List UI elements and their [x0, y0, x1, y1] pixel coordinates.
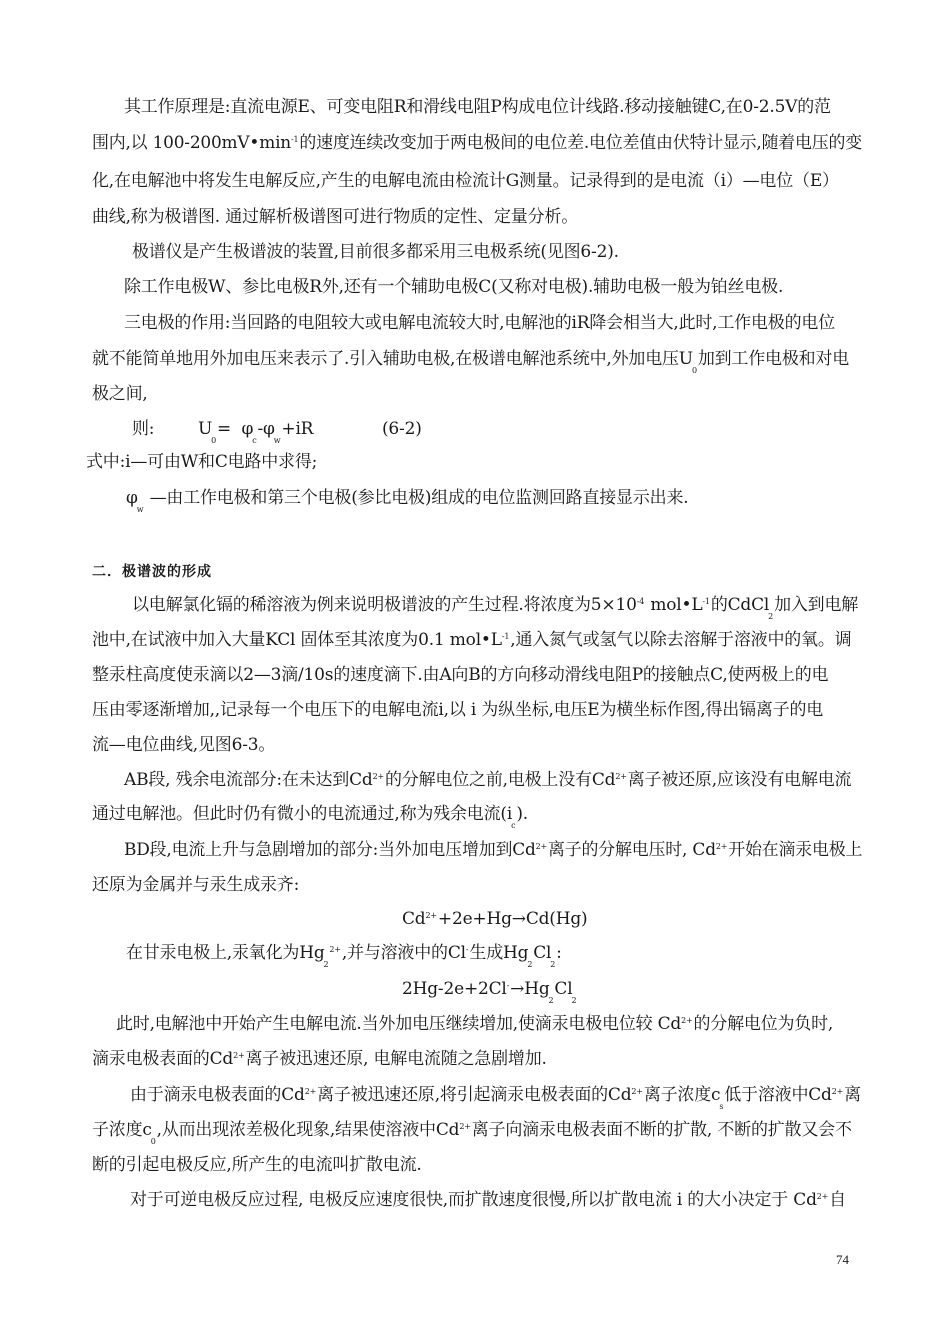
text-line: 整汞柱高度使汞滴以2—3滴/10s的速度滴下.由A向B的方向移动滑线电阻P的接触点C,使两极上的电 — [92, 665, 829, 685]
text-line: 还原为金属并与汞生成汞齐: — [92, 875, 300, 895]
text-line: 化,在电解池中将发生电解反应,产生的电解电流由检流计G测量。记录得到的是电流（i）—电位（E） — [92, 171, 839, 191]
text-line: 压由零逐渐增加,,记录每一个电压下的电解电流i,以 i 为纵坐标,电压E为横坐标作图,得出镉离子的电 — [92, 700, 824, 720]
page-number: 74 — [836, 1252, 849, 1267]
text-line: 三电极的作用:当回路的电阻较大或电解电流较大时,电解池的iR降会相当大,此时,工作电极的电位 — [124, 313, 835, 333]
text-line: 由于滴汞电极表面的$Cd^{2+}$离子被迅速还原,将引起滴汞电极表面的$Cd^{2+}$离子浓度$c_s$低于溶液中$Cd^{2+}$离 — [130, 1085, 861, 1111]
text-line: 滴汞电极表面的$Cd^{2+}$离子被迅速还原, 电解电流随之急剧增加. — [92, 1049, 547, 1069]
text-line: 围内,以 $100-200mV•\min^{-1}$的速度连续改变加于两电极间的电位差.电位差值由伏特计显示,随着电压的变 — [92, 133, 862, 153]
text-line: 流—电位曲线,见图6-3。 — [92, 735, 276, 755]
text-line: 以电解氯化镉的稀溶液为例来说明极谱波的产生过程.将浓度为$5\times 10^{-4}$ $mol•L^{-1}$的CdCl$_2$加入到电解 — [132, 595, 859, 621]
text-line: 就不能简单地用外加电压来表示了.引入辅助电极,在极谱电解池系统中,外加电压$U_0$加到工作电极和对电 — [92, 349, 850, 375]
text-line: $\varphi_w$ —由工作电极和第三个电极(参比电极)组成的电位监测回路直接显示出来. — [126, 488, 689, 514]
text-line: 池中,在试液中加入大量KCl 固体至其浓度为0.1 $mol•L^{-1}$,通入氮气或氢气以除去溶解于溶液中的氧。调 — [92, 630, 852, 650]
text-line: 曲线,称为极谱图. 通过解析极谱图可进行物质的定性、定量分析。 — [92, 207, 579, 227]
text-line: 极谱仪是产生极谱波的装置,目前很多都采用三电极系统(见图6-2). — [132, 242, 619, 262]
text-line: 子浓度$c_0$,从而出现浓差极化现象,结果使溶液中$Cd^{2+}$离子向滴汞电极表面不断的扩散, 不断的扩散又会不 — [92, 1120, 852, 1146]
text-line: 对于可逆电极反应过程, 电极反应速度很快,而扩散速度很慢,所以扩散电流 i 的大小决定于 $Cd^{2+}$自 — [130, 1190, 846, 1210]
text-line: AB段, 残余电流部分:在未达到$Cd^{2+}$的分解电位之前,电极上没有$Cd^{2+}$离子被还原,应该没有电解电流 — [124, 770, 852, 790]
text-line: 其工作原理是:直流电源E、可变电阻R和滑线电阻P构成电位计线路.移动接触键C,在0-2.5V的范 — [124, 97, 831, 117]
equation-label: 则: — [132, 419, 155, 439]
text-line: 除工作电极W、参比电极R外,还有一个辅助电极C(又称对电极).辅助电极一般为铂丝电极. — [124, 277, 784, 297]
text-line: 在甘汞电极上,汞氧化为$Hg_2^{2+}$,并与溶液中的Cl-生成$Hg_2Cl_2$: — [126, 943, 562, 969]
reaction-equation: $Cd^{2+}+2e+Hg\to Cd(Hg)$ — [402, 909, 588, 929]
text-line: 此时,电解池中开始产生电解电流.当外加电压继续增加,使滴汞电极电位较 $Cd^{2+}$的分解电位为负时, — [116, 1014, 834, 1034]
text-line: 断的引起电极反应,所产生的电流叫扩散电流. — [92, 1155, 422, 1175]
equation: $U_0= \varphi_c-\varphi_w+iR$ — [198, 419, 314, 445]
text-line: 式中:i—可由W和C电路中求得; — [86, 452, 318, 472]
section-heading: 二．极谱波的形成 — [92, 564, 212, 580]
text-line: 通过电解池。但此时仍有微小的电流通过,称为残余电流$(i_c)$. — [92, 804, 528, 830]
text-line: BD段,电流上升与急剧增加的部分:当外加电压增加到$Cd^{2+}$离子的分解电压时, $Cd^{2+}$开始在滴汞电极上 — [124, 840, 863, 860]
equation-number: (6-2) — [382, 419, 422, 439]
text-line: 极之间, — [92, 384, 148, 404]
reaction-equation: $2Hg-2e+2Cl^-\to Hg_2Cl_2$ — [402, 979, 577, 1005]
